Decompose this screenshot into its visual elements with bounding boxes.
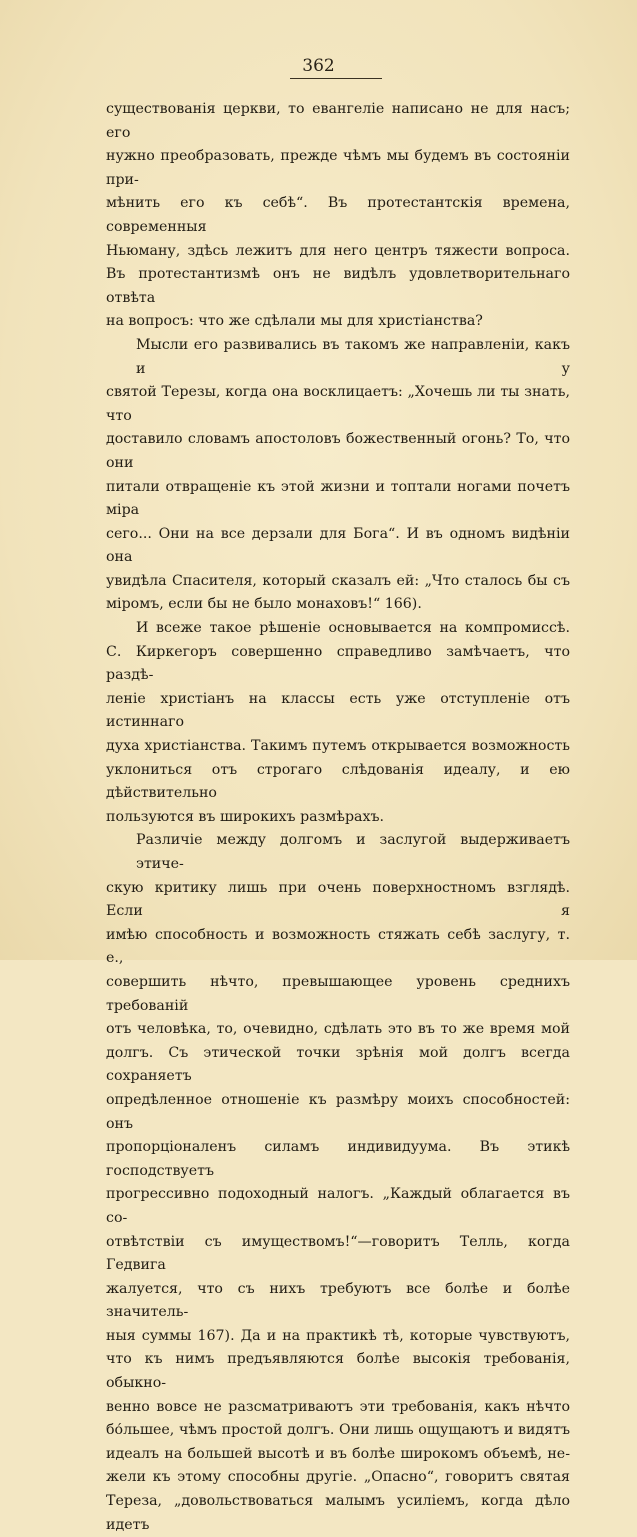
text-line: на вопросъ: что же сдѣлали мы для христіанства?	[106, 313, 483, 330]
text-line: Различіе между долгомъ и заслугой выдерживаетъ этиче-	[136, 832, 570, 872]
text-line: ныя суммы 167). Да и на практикѣ тѣ, которые чувствуютъ,	[106, 1327, 570, 1344]
paragraph-3	[106, 617, 570, 829]
text-line: святой Терезы, когда она восклицаетъ: „Хочешь ли ты знать, что	[106, 384, 570, 424]
text-line: пользуются въ широкихъ размѣрахъ.	[106, 808, 385, 825]
text-line: уклониться отъ строгаго слѣдованія идеалу, и ею дѣйствительно	[106, 761, 570, 802]
text-line: имѣю способность и возможность стяжать себѣ заслугу, т. е.,	[106, 926, 570, 967]
text-line: скую критику лишь при очень поверхностномъ взглядѣ. Если я	[106, 879, 570, 920]
text-line: увидѣла Спасителя, который сказалъ ей: „Что сталось бы съ	[106, 572, 570, 589]
text-line: идеалъ на большей высотѣ и въ болѣе широкомъ объемѣ, не-	[106, 1445, 570, 1462]
text-line: Въ протестантизмѣ онъ не видѣлъ удовлетворительнаго отвѣта	[106, 266, 570, 306]
header-rule	[290, 78, 382, 79]
body-text	[106, 98, 570, 1537]
text-line: пропорціоналенъ силамъ индивидуума. Въ этикѣ господствуетъ	[106, 1139, 570, 1179]
text-line: бо́льшее, чѣмъ простой долгъ. Они лишь ощущаютъ и видятъ	[106, 1422, 570, 1439]
text-line: Ньюману, здѣсь лежитъ для него центръ тяжести вопроса.	[106, 242, 570, 259]
text-line: долгъ. Съ этической точки зрѣнія мой долгъ всегда сохраняетъ	[106, 1044, 570, 1085]
text-line: что къ нимъ предъявляются болѣе высокія требованія, обыкно-	[106, 1351, 570, 1392]
paragraph-1	[106, 98, 570, 334]
text-line: Тереза, „довольствоваться малымъ усиліемъ, когда дѣло идетъ	[106, 1493, 570, 1533]
text-line: опредѣленное отношеніе къ размѣру моихъ способностей: онъ	[106, 1091, 570, 1132]
text-line: жалуется, что съ нихъ требуютъ все болѣе и болѣе значитель-	[106, 1280, 570, 1321]
text-line: И всеже такое рѣшеніе основывается на компромиссѣ.	[136, 620, 570, 637]
text-line: сего... Они на все дерзали для Бога“. И въ одномъ видѣніи она	[106, 525, 570, 566]
text-line: леніе христіанъ на классы есть уже отступленіе отъ истиннаго	[106, 690, 570, 731]
text-line: прогрессивно подоходный налогъ. „Каждый облагается въ со-	[106, 1186, 570, 1226]
text-line: міромъ, если бы не было монаховъ!“ 166).	[106, 596, 422, 613]
text-line: существованія церкви, то евангеліе написано не для насъ; его	[106, 101, 570, 141]
paragraph-4	[106, 829, 570, 1537]
page-number: 362	[302, 56, 335, 76]
text-line: С. Киркегоръ совершенно справедливо замѣчаетъ, что раздѣ-	[106, 643, 570, 684]
text-line: мѣнить его къ себѣ“. Въ протестантскія времена, современныя	[106, 195, 570, 235]
text-line: доставило словамъ апостоловъ божественный огонь? То, что они	[106, 431, 570, 471]
text-line: венно вовсе не разсматриваютъ эти требованія, какъ нѣчто	[106, 1398, 570, 1415]
text-line: отъ человѣка, то, очевидно, сдѣлать это въ то же время мой	[106, 1021, 570, 1038]
text-line: жели къ этому способны другіе. „Опасно“, говоритъ святая	[106, 1469, 570, 1486]
paragraph-2	[106, 334, 570, 617]
text-line: питали отвращеніе къ этой жизни и топтали ногами почетъ міра	[106, 478, 570, 519]
text-line: отвѣтствіи съ имуществомъ!“—говоритъ Телль, когда Гедвига	[106, 1233, 570, 1274]
text-line: совершить нѣчто, превышающее уровень среднихъ требованій	[106, 973, 570, 1014]
text-line: нужно преобразовать, прежде чѣмъ мы будемъ въ состояніи при-	[106, 148, 570, 188]
text-line: Мысли его развивались въ такомъ же направленіи, какъ и у	[136, 336, 570, 377]
text-line: духа христіанства. Такимъ путемъ открывается возможность	[106, 738, 570, 755]
